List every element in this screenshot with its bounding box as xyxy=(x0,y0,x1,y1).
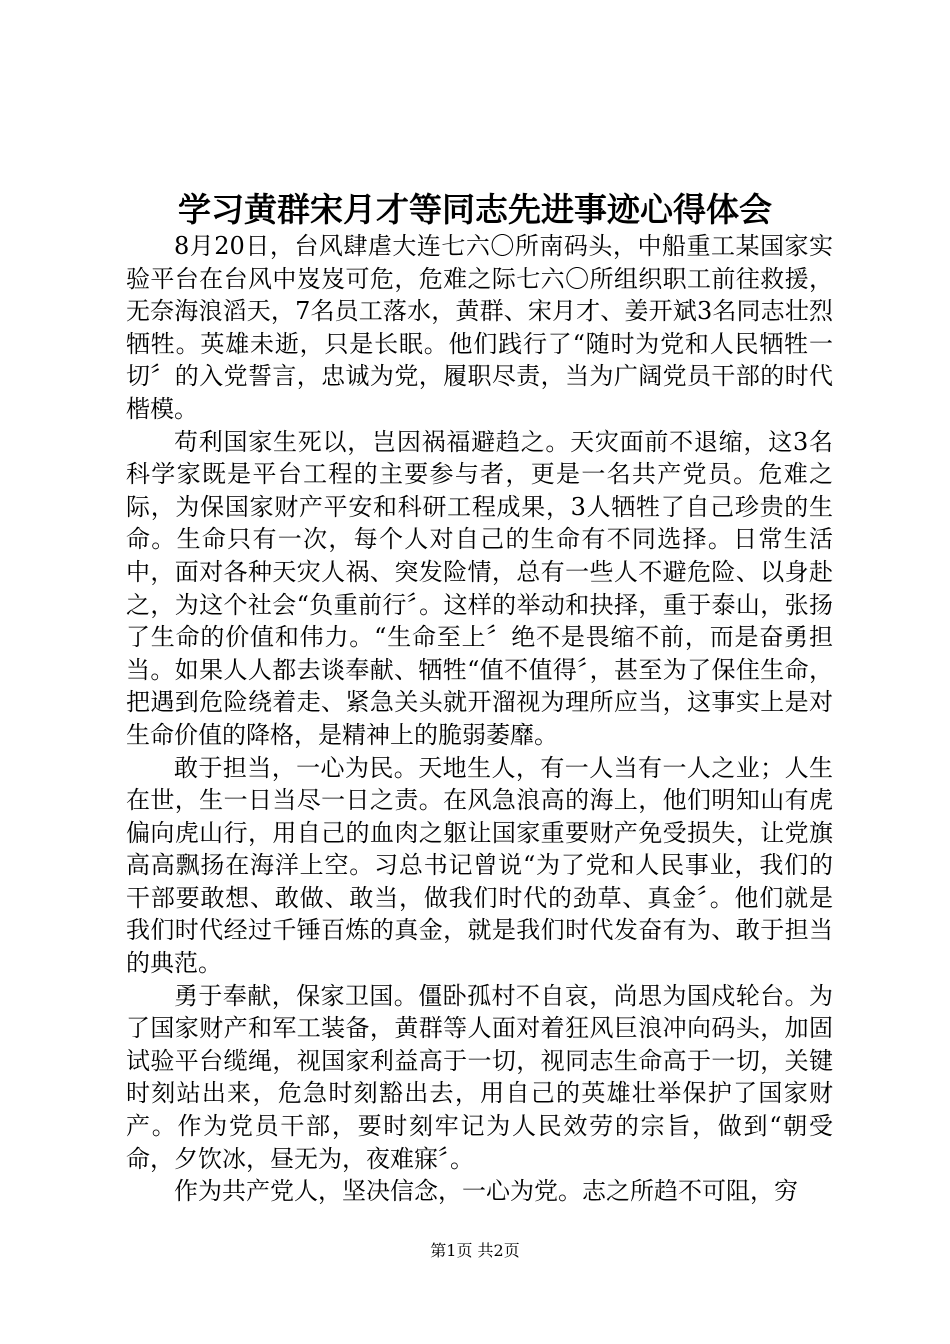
paragraph: 苟利国家生死以，岂因祸福避趋之。天灾面前不退缩，这3名科学家既是平台工程的主要参与者，更是一名共产党员。危难之际，为保国家财产平安和科研工程成果，3人牺牲了自己珍贵的生命。生命只有一次，每个人对自己的生命有不同选择。日常生活中，面对各种天灾人祸、突发险情，总有一些人不避危险、以身赴之，为这个社会“负重前行〞。这样的举动和抉择，重于泰山，张扬了生命的价值和伟力。“生命至上〞绝不是畏缩不前，而是奋勇担当。如果人人都去谈奉献、牺牲“值不值得〞，甚至为了保住生命，把遇到危险绕着走、紧急关头就开溜视为理所应当，这事实上是对生命价值的降格，是精神上的脆弱萎靡。 xyxy=(126,427,833,749)
paragraph: 勇于奉献，保家卫国。僵卧孤村不自哀，尚思为国戍轮台。为了国家财产和军工装备，黄群等人面对着狂风巨浪冲向码头，加固试验平台缆绳，视国家利益高于一切，视同志生命高于一切，关键时刻站出来，危急时刻豁出去，用自己的英雄壮举保护了国家财产。作为党员干部，要时刻牢记为人民效劳的宗旨，做到“朝受命，夕饮冰，昼无为，夜难寐〞。 xyxy=(126,981,833,1173)
document-title: 学习黄群宋月才等同志先进事迹心得体会 xyxy=(178,190,772,229)
paragraph: 作为共产党人，坚决信念，一心为党。志之所趋不可阻，穷 xyxy=(174,1177,798,1206)
page-footer: 第1页 共2页 xyxy=(430,1241,520,1260)
paragraph: 敢于担当，一心为民。天地生人，有一人当有一人之业；人生在世，生一日当尽一日之责。在风急浪高的海上，他们明知山有虎偏向虎山行，用自己的血肉之躯让国家重要财产免受损失，让党旗高高飘扬在海洋上空。习总书记曾说“为了党和人民事业，我们的干部要敢想、敢做、敢当，做我们时代的劲草、真金〞。他们就是我们时代经过千锤百炼的真金，就是我们时代发奋有为、敢于担当的典范。 xyxy=(126,753,833,978)
document-body xyxy=(126,230,833,1208)
paragraph: 8月20日，台风肆虐大连七六〇所南码头，中船重工某国家实验平台在台风中岌岌可危，危难之际七六〇所组织职工前往救援，无奈海浪滔天，7名员工落水，黄群、宋月才、姜开斌3名同志壮烈牺牲。英雄未逝，只是长眠。他们践行了“随时为党和人民牺牲一切〞的入党誓言，忠诚为党，履职尽责，当为广阔党员干部的时代楷模。 xyxy=(126,232,833,423)
